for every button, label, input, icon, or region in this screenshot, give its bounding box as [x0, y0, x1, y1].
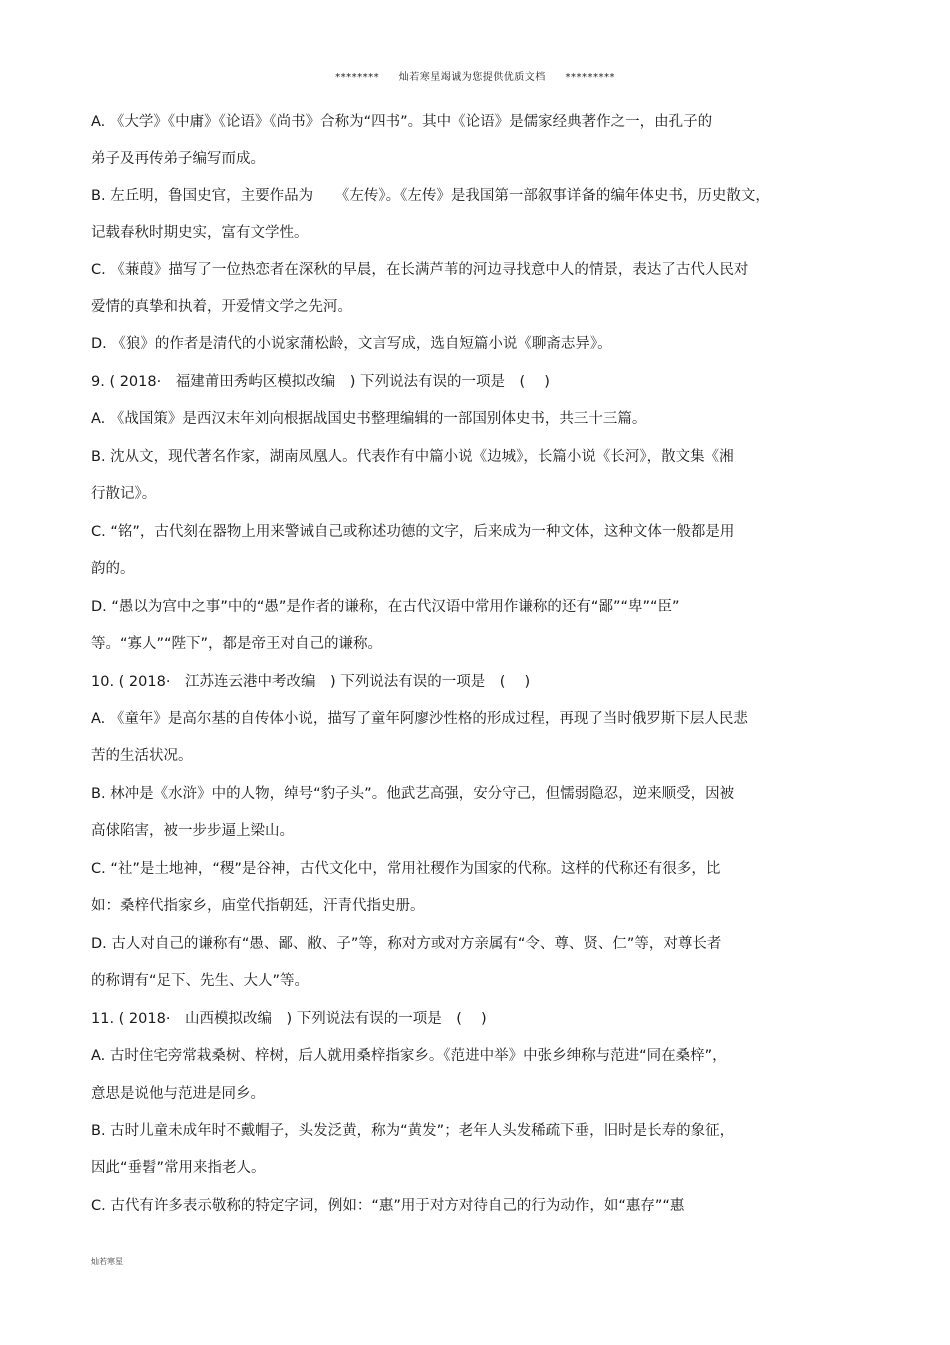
text-line: C. “社”是土地神，“稷”是谷神，古代文化中，常用社稷作为国家的代称。这样的代称还有很多，比: [91, 861, 721, 877]
text-line: 记载春秋时期史实，富有文学性。: [91, 225, 309, 241]
text-line: B. 林冲是《水浒》中的人物，绰号“豹子头”。他武艺高强，安分守己，但懦弱隐忍，逆来顺受，因被: [91, 786, 735, 802]
text-line: 韵的。: [91, 561, 135, 577]
text-line: 如：桑梓代指家乡，庙堂代指朝廷，汗青代指史册。: [91, 898, 425, 914]
text-line: D. 古人对自己的谦称有“愚、鄙、敝、子”等，称对方或对方亲属有“令、尊、贤、仁”等，对尊长者: [91, 936, 722, 952]
header-text: 灿若寒星竭诚为您提供优质文档: [398, 72, 546, 83]
text-line: C. 古代有许多表示敬称的特定字词，例如：“惠”用于对方对待自己的行为动作，如“惠存”“惠: [91, 1198, 685, 1214]
question-heading: 10. ( 2018· 江苏连云港中考改编 ) 下列说法有误的一项是 ( ): [91, 674, 531, 690]
text-line: 高俅陷害，被一步步逼上梁山。: [91, 823, 294, 839]
text-line: A. 《战国策》是西汉末年刘向根据战国史书整理编辑的一部国别体史书，共三十三篇。: [91, 411, 647, 427]
question-heading: 9. ( 2018· 福建莆田秀屿区模拟改编 ) 下列说法有误的一项是 ( ): [91, 374, 550, 390]
text-line: B. 沈从文，现代著名作家，湖南凤凰人。代表作有中篇小说《边城》，长篇小说《长河》，散文集《湘: [91, 449, 734, 465]
text-line: 意思是说他与范进是同乡。: [91, 1086, 265, 1102]
text-line: 弟子及再传弟子编写而成。: [91, 151, 265, 167]
text-line: C. 《蒹葭》描写了一位热恋者在深秋的早晨，在长满芦苇的河边寻找意中人的情景，表达了古代人民对: [91, 262, 749, 278]
text-line: A. 《大学》《中庸》《论语》《尚书》合称为“四书”。其中《论语》是儒家经典著作之一，由孔子的: [91, 114, 713, 130]
text-line: 因此“垂髫”常用来指老人。: [91, 1160, 266, 1176]
text-line: 的称谓有“足下、先生、大人”等。: [91, 973, 310, 989]
text-line: 等。“寡人”“陛下”，都是帝王对自己的谦称。: [91, 636, 383, 652]
text-line: 苦的生活状况。: [91, 748, 193, 764]
text-line: 行散记》。: [91, 486, 157, 502]
page-footer: 灿若寒星: [91, 1257, 123, 1266]
text-line: C. “铭”，古代刻在器物上用来警诫自己或称述功德的文字，后来成为一种文体，这种文体一般都是用: [91, 524, 735, 540]
question-heading: 11. ( 2018· 山西模拟改编 ) 下列说法有误的一项是 ( ): [91, 1011, 487, 1027]
text-line: A. 《童年》是高尔基的自传体小说，描写了童年阿廖沙性格的形成过程，再现了当时俄罗斯下层人民悲: [91, 711, 748, 727]
text-line: B. 古时儿童未成年时不戴帽子，头发泛黄，称为“黄发”；老年人头发稀疏下垂，旧时是长寿的象征，: [91, 1123, 735, 1139]
header-stars-left: ********: [335, 72, 380, 83]
text-line: A. 古时住宅旁常栽桑树、梓树，后人就用桑梓指家乡。《范进中举》中张乡绅称与范进“同在桑梓”，: [91, 1048, 727, 1064]
text-line: 爱情的真挚和执着，开爱情文学之先河。: [91, 299, 352, 315]
text-line: D. 《狼》的作者是清代的小说家蒲松龄，文言写成，选自短篇小说《聊斋志异》。: [91, 336, 612, 352]
header-stars-right: *********: [565, 72, 615, 83]
page-header: [0, 68, 950, 83]
text-line: D. “愚以为宫中之事”中的“愚”是作者的谦称，在古代汉语中常用作谦称的还有“鄙”“卑”“臣”: [91, 599, 680, 615]
text-line: B. 左丘明，鲁国史官，主要作品为 《左传》。《左传》是我国第一部叙事详备的编年体史书，历史散文，: [91, 188, 770, 204]
